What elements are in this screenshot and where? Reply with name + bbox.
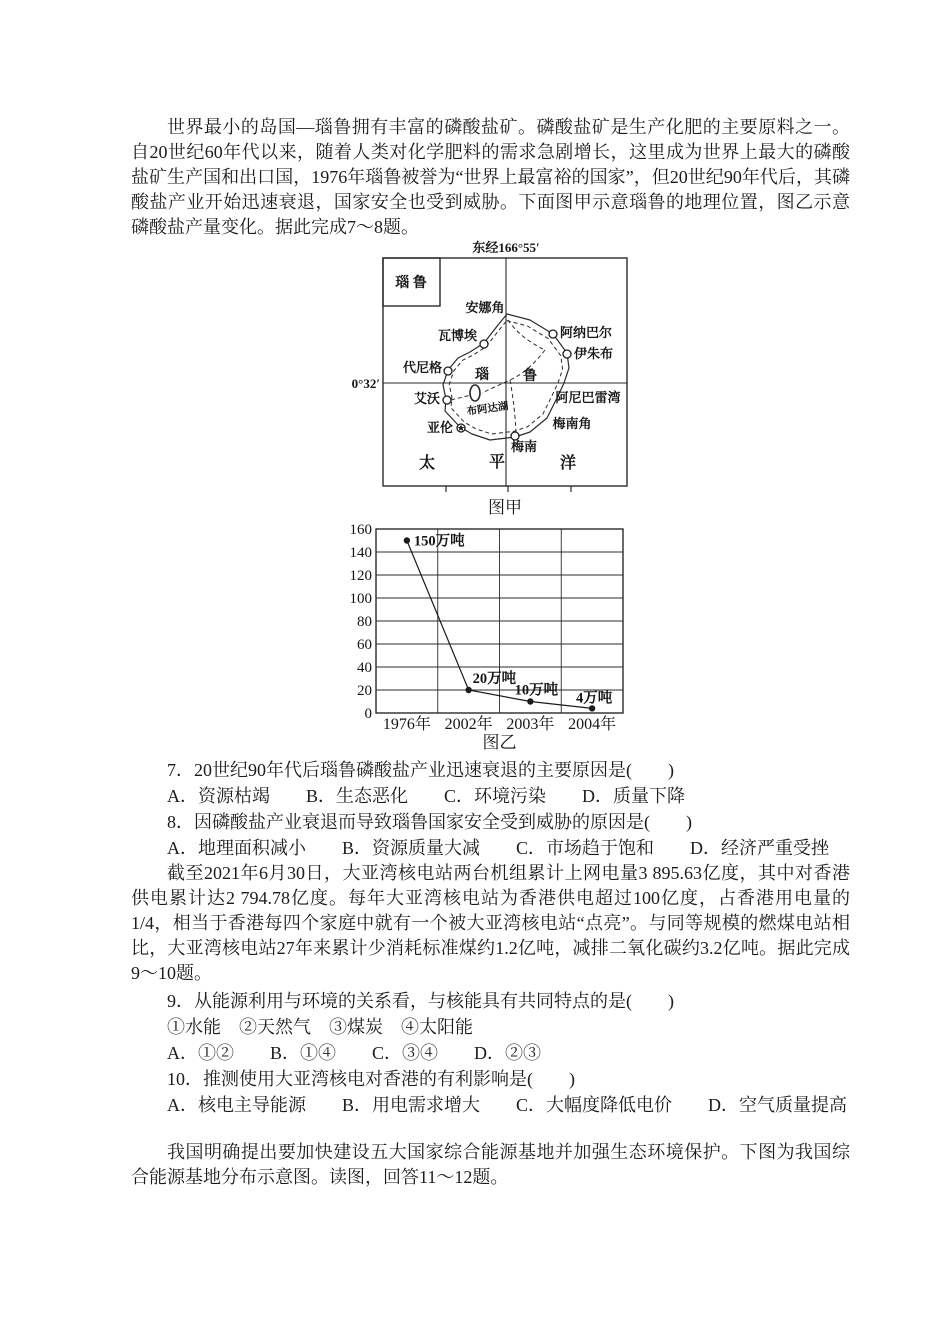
question-7-stem <box>131 757 850 783</box>
place-label-aiwo: 艾沃 <box>413 391 440 406</box>
passage-daya-bay: 截至2021年6月30日，大亚湾核电站两台机组累计上网电量3 895.63亿度，其中对香港供电累计达2 794.78亿度。每年大亚湾核电站为香港供电超过100亿度，占香港用电量的1/4，相当于香港每四个家庭中就有一个被大亚湾核电站“点亮”。与同等规模的燃煤电站相比，大亚湾核电站27年来累计少消耗标准煤约1.2亿吨，减排二氧化碳约3.2亿吨。据此完成9～10题。 <box>131 863 850 983</box>
question-number: 9． <box>167 991 194 1011</box>
data-point <box>527 698 533 704</box>
place-label-meneng_point: 梅南角 <box>552 416 592 431</box>
y-tick-label: 140 <box>350 545 372 561</box>
settlement-dot <box>549 330 557 338</box>
island-name-left: 瑙 <box>475 368 489 383</box>
interior-dashed-path <box>510 380 516 433</box>
data-point-label: 150万吨 <box>413 533 465 550</box>
place-label-ijuw: 伊朱布 <box>574 346 614 361</box>
passage-energy-bases-block <box>131 1140 850 1190</box>
inset-title: 瑙 鲁 <box>395 276 427 291</box>
y-tick-label: 20 <box>357 683 372 699</box>
interior-dashed-path <box>508 320 545 350</box>
questions-7-8-block <box>131 757 850 861</box>
question-8-stem <box>131 809 850 835</box>
data-point <box>404 537 410 543</box>
question-text: 从能源利用与环境的关系看，与核能具有共同特点的是( ) <box>194 991 674 1011</box>
place-label-uaboe: 瓦博埃 <box>437 328 477 343</box>
place-label-denig: 代尼格 <box>402 360 442 375</box>
x-tick-label: 2004年 <box>568 716 617 733</box>
questions-9-10-block <box>131 988 850 1118</box>
passage-energy-bases: 我国明确提出要加快建设五大国家综合能源基地并加强生态环境保护。下图为我国综合能源基地分布示意图。读图，回答11～12题。 <box>131 1142 850 1187</box>
place-label-anna_point: 安娜角 <box>465 300 505 315</box>
question-text: 20世纪90年代后瑙鲁磷酸盐产业迅速衰退的主要原因是( ) <box>194 760 674 780</box>
y-tick-label: 160 <box>350 524 372 538</box>
question-9-stem <box>131 988 850 1014</box>
question-number: 7． <box>167 760 194 780</box>
x-tick-label: 2003年 <box>506 716 555 733</box>
y-tick-label: 0 <box>364 706 372 722</box>
interior-dashed-path <box>451 395 471 400</box>
map-caption: 图甲 <box>488 498 522 517</box>
meridian-label: 东经166°55′ <box>472 240 540 255</box>
nauru-map-figure <box>340 240 660 535</box>
passage-daya-bay-block <box>131 861 850 986</box>
y-tick-label: 80 <box>357 614 372 630</box>
y-tick-label: 100 <box>350 591 372 607</box>
question-9-options: A．①② B．①④ C．③④ D．②③ <box>167 1043 542 1063</box>
question-number: 10． <box>167 1069 203 1089</box>
question-9-sub-items: ①水能 ②天然气 ③煤炭 ④太阳能 <box>167 1017 473 1037</box>
map-points-layer <box>403 300 621 454</box>
data-point-label: 4万吨 <box>576 690 613 707</box>
nauru-map <box>340 240 660 530</box>
question-text: 因磷酸盐产业衰退而导致瑙鲁国家安全受到威胁的原因是( ) <box>194 812 692 832</box>
place-label-anibare_bay: 阿尼巴雷湾 <box>555 390 621 405</box>
question-10-options: A．核电主导能源 B．用电需求增大 C．大幅度降低电价 D．空气质量提高 <box>167 1095 848 1115</box>
question-8-options: A．地理面积减小 B．资源质量大减 C．市场趋于饱和 D．经济严重受挫 <box>167 838 830 858</box>
data-point <box>465 687 471 693</box>
settlement-dot <box>563 350 571 358</box>
x-tick-label: 1976年 <box>382 716 431 733</box>
phosphate-output-chart-figure <box>350 524 650 759</box>
ocean-label: 平 <box>488 454 506 471</box>
chart-caption: 图乙 <box>482 733 517 752</box>
island-name-right: 鲁 <box>523 369 537 384</box>
phosphate-output-chart <box>350 524 650 754</box>
buada-lagoon <box>470 385 480 401</box>
data-point-label: 20万吨 <box>472 671 517 687</box>
passage-nauru: 世界最小的岛国—瑙鲁拥有丰富的磷酸盐矿。磷酸盐矿是生产化肥的主要原料之一。自20世纪60年代以来，随着人类对化学肥料的需求急剧增长，这里成为世界上最大的磷酸盐矿生产国和出口国，1976年瑙鲁被誉为“世界上最富裕的国家”，但20世纪90年代后，其磷酸盐产业开始迅速衰退，国家安全也受到威胁。下面图甲示意瑙鲁的地理位置，图乙示意磷酸盐产量变化。据此完成7～8题。 <box>131 117 850 237</box>
place-label-yaren: 亚伦 <box>426 420 453 435</box>
question-text: 推测使用大亚湾核电对香港的有利影响是( ) <box>203 1069 575 1089</box>
y-tick-label: 60 <box>357 637 372 653</box>
settlement-dot <box>443 396 451 404</box>
y-tick-label: 40 <box>357 660 372 676</box>
question-number: 8． <box>167 812 194 832</box>
y-tick-label: 120 <box>350 568 372 584</box>
question-7-options: A．资源枯竭 B．生态恶化 C．环境污染 D．质量下降 <box>167 786 686 806</box>
ocean-label: 太 <box>418 455 436 472</box>
parallel-label: 0°32′ <box>351 376 380 391</box>
place-label-anabar: 阿纳巴尔 <box>560 325 613 340</box>
place-label-meneng: 梅南 <box>510 439 538 454</box>
ocean-label: 洋 <box>559 455 577 472</box>
data-point-label: 10万吨 <box>514 682 559 699</box>
settlement-dot <box>480 340 488 348</box>
passage-nauru-block <box>131 115 850 240</box>
buada-lagoon-label: 布阿达湖 <box>466 401 510 418</box>
question-10-stem <box>131 1066 850 1092</box>
settlement-dot <box>444 367 452 375</box>
x-tick-label: 2002年 <box>444 716 493 733</box>
